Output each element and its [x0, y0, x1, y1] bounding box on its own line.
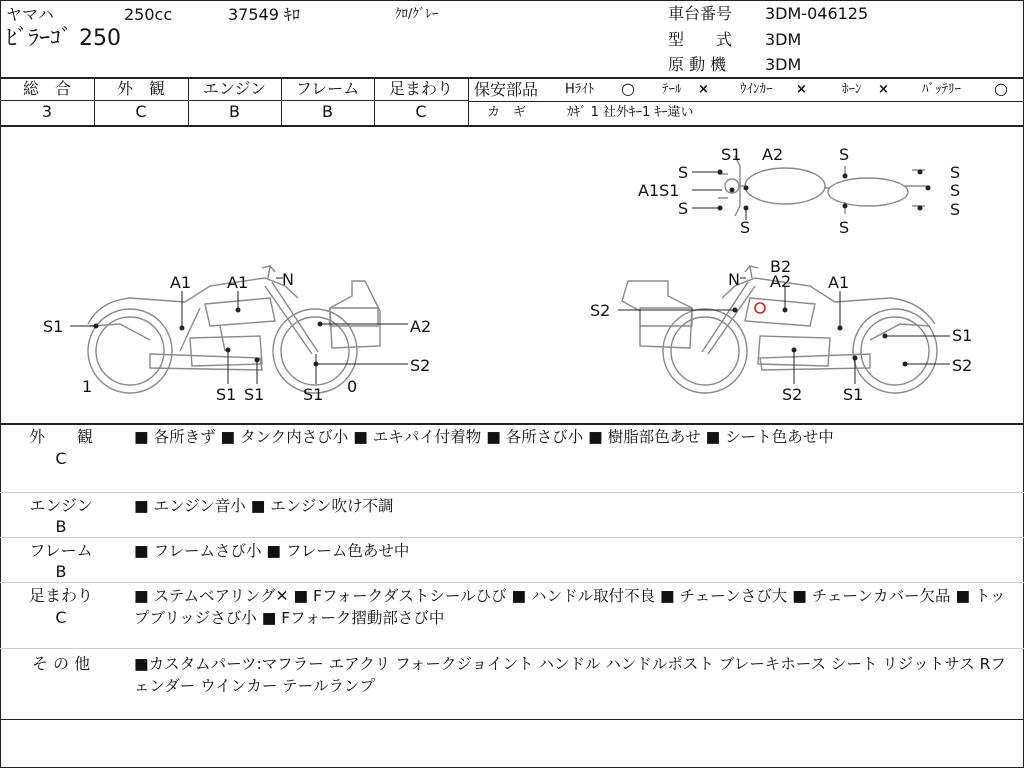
damage-marker [755, 303, 765, 313]
safety-headlight-mark: ○ [621, 79, 635, 98]
displacement: 250cc [124, 5, 173, 24]
right-label-s1-exhaust: S1 [843, 385, 864, 404]
grade-engine-label: エンジン [202, 79, 267, 98]
left-label-s2-wheel: S2 [410, 356, 431, 375]
grade-total-label: 総 合 [22, 79, 71, 98]
frame-number-label: 車台番号 [668, 4, 733, 23]
right-label-n-mirror: N [728, 270, 740, 289]
top-label-a1s1-left: A1S1 [638, 181, 680, 200]
engine-type-value: 3DM [765, 55, 802, 74]
top-label-s-bottom-mid: S [839, 218, 850, 237]
right-label-s2-bag: S2 [590, 301, 611, 320]
condition-divider [0, 582, 1024, 583]
condition-appearance-text: ■ 各所きず ■ タンク内さび小 ■ エキパイ付着物 ■ 各所さび小 ■ 樹脂部色あせ ■ シート色あせ中 [134, 428, 834, 446]
top-label-s-right-3: S [950, 200, 961, 219]
left-label-s1-fork: S1 [303, 385, 324, 404]
condition-suspension-grade: C [55, 608, 67, 627]
safety-horn-mark: × [878, 82, 889, 97]
top-label-s-bottom-front: S [740, 218, 751, 237]
left-label-n-mirror: N [282, 270, 294, 289]
condition-engine-text: ■ エンジン音小 ■ エンジン吹け不調 [134, 497, 394, 515]
left-label-one: 1 [82, 377, 93, 396]
condition-frame-grade: B [55, 562, 67, 581]
left-label-a1-tank: A1 [170, 273, 192, 292]
grade-total-value: 3 [41, 102, 53, 121]
safety-mid-border [468, 101, 1024, 102]
left-label-a2-bag: A2 [410, 317, 432, 336]
right-label-a2-tank: A2 [770, 272, 792, 291]
safety-battery-label: ﾊﾞｯﾃﾘｰ [922, 82, 961, 97]
key-label: カ ギ [487, 105, 527, 120]
condition-suspension-text: ■ ステムベアリング✕ ■ Fフォークダストシールひび ■ ハンドル取付不良 ■ チェーンさび大 ■ チェーンカバー欠品 ■ トップブリッジさび小 ■ Fフォーク摺動部さび中 [134, 587, 1006, 627]
right-label-s1-tail: S1 [952, 326, 973, 345]
left-label-s1-exhaust-b: S1 [244, 385, 265, 404]
model-type-value: 3DM [765, 30, 802, 49]
condition-divider [0, 492, 1024, 493]
frame-number-value: 3DM-046125 [765, 4, 869, 23]
model-name: ﾋﾞﾗｰｺﾞ 250 [6, 26, 121, 51]
top-view-motorcycle-outline [718, 156, 930, 216]
top-label-a2: A2 [762, 145, 784, 164]
grade-appearance-label: 外 観 [116, 79, 165, 98]
safety-taillight-mark: × [698, 82, 709, 97]
mileage: 37549 ｷﾛ [228, 5, 300, 24]
color: ｸﾛ/ｸﾞﾚｰ [395, 7, 439, 22]
left-label-s1-exhaust-a: S1 [216, 385, 237, 404]
left-label-a1-body: A1 [227, 273, 249, 292]
safety-headlight-label: Hﾗｲﾄ [565, 82, 595, 97]
maker: ヤマハ [6, 5, 54, 24]
left-label-zero: 0 [347, 377, 358, 396]
top-label-s-left-upper: S [678, 163, 689, 182]
left-label-s1-fender: S1 [43, 317, 64, 336]
inspection-diagram [0, 126, 1024, 424]
condition-divider [0, 648, 1024, 649]
condition-frame-text: ■ フレームさび小 ■ フレーム色あせ中 [134, 542, 410, 560]
condition-appearance-grade: C [55, 449, 67, 468]
engine-type-label: 原 動 機 [668, 55, 727, 74]
safety-taillight-label: ﾃｰﾙ [662, 82, 682, 97]
condition-divider [0, 537, 1024, 538]
safety-winker-mark: × [796, 82, 807, 97]
grade-frame-label: フレーム [295, 79, 360, 98]
right-label-s2-wheel: S2 [952, 356, 973, 375]
safety-horn-label: ﾎｰﾝ [842, 82, 862, 97]
condition-other-label: そ の 他 [31, 654, 91, 673]
key-value: ｶｷﾞ 1 社外ｷｰ1 ｷｰ違い [567, 105, 694, 120]
grade-table-mid-border [0, 100, 468, 101]
safety-title: 保安部品 [474, 80, 539, 99]
top-label-s-mid: S [839, 145, 850, 164]
grade-divider [468, 78, 469, 125]
right-label-b2-tank: B2 [770, 257, 792, 276]
top-label-s-left-lower: S [678, 199, 689, 218]
right-label-a1-seat: A1 [828, 273, 850, 292]
condition-appearance-label: 外 観 [28, 427, 93, 446]
grade-frame-value: B [322, 102, 333, 121]
condition-suspension-label: 足まわり [28, 586, 93, 605]
grade-engine-value: B [229, 102, 240, 121]
grade-suspension-value: C [415, 102, 427, 121]
top-label-s1: S1 [721, 145, 742, 164]
condition-other-text: ■カスタムパーツ:マフラー エアクリ フォークジョイント ハンドル ハンドルポスト ブレーキホース シート リジットサス Rフェンダー ウインカー テールランプ [134, 655, 1006, 695]
condition-engine-grade: B [55, 517, 67, 536]
condition-engine-label: エンジン [29, 496, 93, 515]
top-label-s-right-2: S [950, 181, 961, 200]
safety-winker-label: ｳｲﾝｶｰ [740, 82, 773, 97]
condition-frame-label: フレーム [29, 541, 93, 560]
conditions-top-border [0, 423, 1024, 425]
grade-appearance-value: C [135, 102, 147, 121]
safety-battery-mark: ○ [994, 79, 1008, 98]
conditions-bottom-border [0, 719, 1024, 720]
top-label-s-right-1: S [950, 163, 961, 182]
grade-suspension-label: 足まわり [388, 79, 453, 98]
right-label-s2-engine: S2 [782, 385, 803, 404]
model-type-label: 型 式 [668, 30, 733, 49]
